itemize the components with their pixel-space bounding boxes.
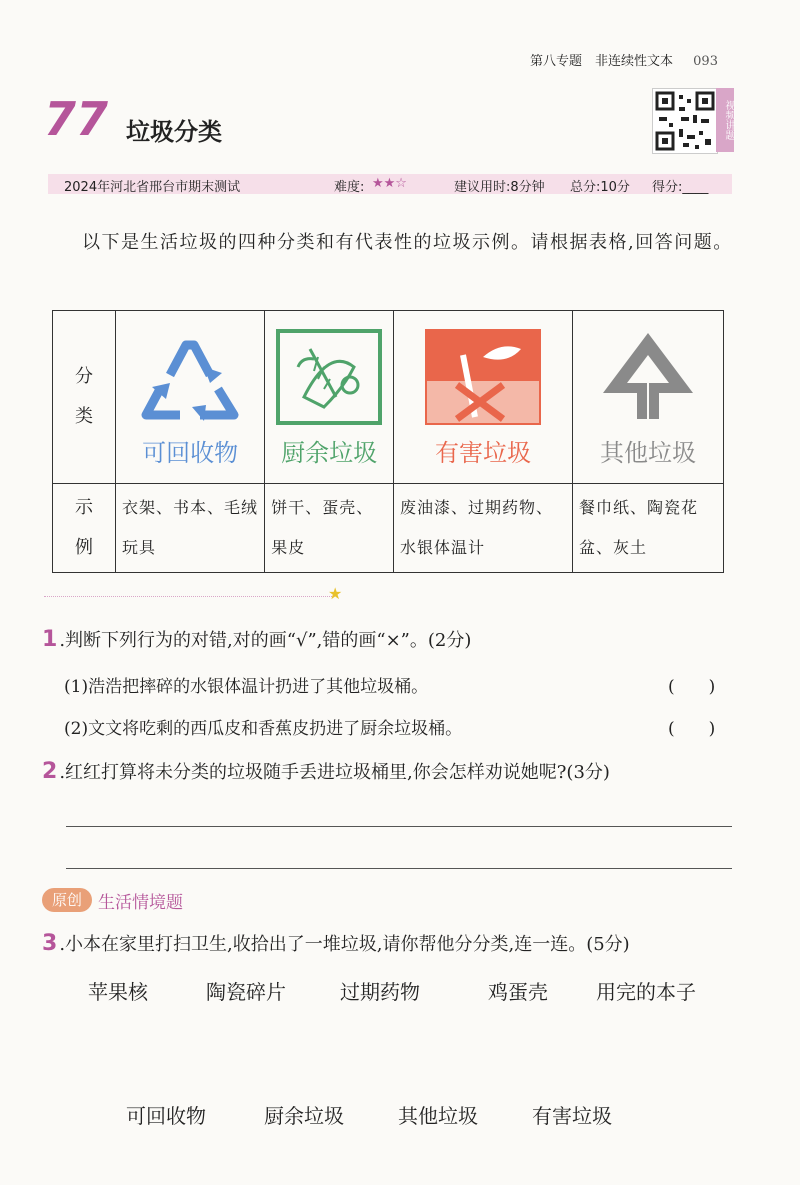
match-category[interactable]: 其他垃圾 <box>398 1104 478 1128</box>
food-waste-icon <box>274 327 384 427</box>
question-text: 红红打算将未分类的垃圾随手丢进垃圾桶里,你会怎样劝说她呢?(3分) <box>65 762 610 783</box>
match-item[interactable]: 过期药物 <box>340 980 420 1004</box>
question-3: 3 .小本在家里打扫卫生,收拾出了一堆垃圾,请你帮他分分类,连一连。(5分) <box>42 931 630 956</box>
hazardous-icon <box>423 327 543 427</box>
score-blank: 得分:____ <box>652 180 709 195</box>
original-badge: 原创 <box>42 888 92 912</box>
example-recyclable: 衣架、书本、毛绒玩具 <box>116 484 265 573</box>
page-number: 093 <box>693 54 718 69</box>
q1-item-2: (2)文文将吃剩的西瓜皮和香蕉皮扔进了厨余垃圾桶。 <box>64 719 463 739</box>
bin-label: 其他垃圾 <box>599 438 696 467</box>
match-item[interactable]: 苹果核 <box>88 980 148 1004</box>
qr-video-tag: 视频讲题 <box>716 88 734 152</box>
bin-recyclable <box>116 311 265 484</box>
difficulty-stars: ★★☆ <box>372 176 407 191</box>
answer-line[interactable] <box>66 826 732 827</box>
match-category[interactable]: 可回收物 <box>126 1104 206 1128</box>
example-hazardous: 废油漆、过期药物、水银体温计 <box>393 484 572 573</box>
question-text: 判断下列行为的对错,对的画“√”,错的画“×”。(2分) <box>65 630 472 651</box>
garbage-table <box>52 310 724 573</box>
question-1: 1 .判断下列行为的对错,对的画“√”,错的画“×”。(2分) <box>42 627 472 652</box>
q1-answer-blank-1[interactable]: ( ) <box>668 677 716 697</box>
bin-kitchen <box>265 311 394 484</box>
qr-code-icon[interactable] <box>652 88 718 154</box>
question-text: 小本在家里打扫卫生,收拾出了一堆垃圾,请你帮他分分类,连一连。(5分) <box>65 934 630 955</box>
intro-paragraph: 以下是生活垃圾的四种分类和有代表性的垃圾示例。请根据表格,回答问题。 <box>82 232 733 253</box>
match-item[interactable]: 用完的本子 <box>596 980 696 1004</box>
bin-other <box>572 311 723 484</box>
info-bar <box>48 174 732 194</box>
lesson-number: 77 <box>44 92 109 146</box>
divider <box>44 596 334 598</box>
q1-answer-blank-2[interactable]: ( ) <box>668 719 716 739</box>
example-kitchen: 饼干、蛋壳、果皮 <box>265 484 394 573</box>
section-title: 第八专题 非连续性文本 <box>530 54 674 69</box>
bin-hazardous <box>393 311 572 484</box>
example-other: 餐巾纸、陶瓷花盆、灰土 <box>572 484 723 573</box>
row-header-category: 分类 <box>53 311 116 484</box>
badge-label: 生活情境题 <box>98 893 183 913</box>
page-header <box>530 50 718 69</box>
match-item[interactable]: 陶瓷碎片 <box>206 980 286 1004</box>
question-number: 1 <box>42 627 58 652</box>
match-category[interactable]: 有害垃圾 <box>532 1104 612 1128</box>
suggested-time: 建议用时:8分钟 <box>454 180 545 195</box>
question-number: 2 <box>42 759 58 784</box>
lesson-title: 垃圾分类 <box>126 118 222 146</box>
match-category[interactable]: 厨余垃圾 <box>264 1104 344 1128</box>
bin-label: 有害垃圾 <box>434 438 531 467</box>
q1-item-1: (1)浩浩把摔碎的水银体温计扔进了其他垃圾桶。 <box>64 677 429 697</box>
other-waste-icon <box>593 327 703 427</box>
question-2: 2 .红红打算将未分类的垃圾随手丢进垃圾桶里,你会怎样劝说她呢?(3分) <box>42 759 610 784</box>
answer-line[interactable] <box>66 868 732 869</box>
difficulty-label: 难度: <box>334 180 365 195</box>
star-icon: ★ <box>328 584 343 603</box>
exam-source: 2024年河北省邢台市期末测试 <box>64 180 241 195</box>
recycle-icon <box>130 327 250 427</box>
question-number: 3 <box>42 931 58 956</box>
bin-label: 厨余垃圾 <box>281 438 378 467</box>
bin-label: 可回收物 <box>142 438 239 467</box>
row-header-examples: 示例 <box>53 484 116 573</box>
total-score: 总分:10分 <box>570 180 630 195</box>
match-item[interactable]: 鸡蛋壳 <box>488 980 548 1004</box>
